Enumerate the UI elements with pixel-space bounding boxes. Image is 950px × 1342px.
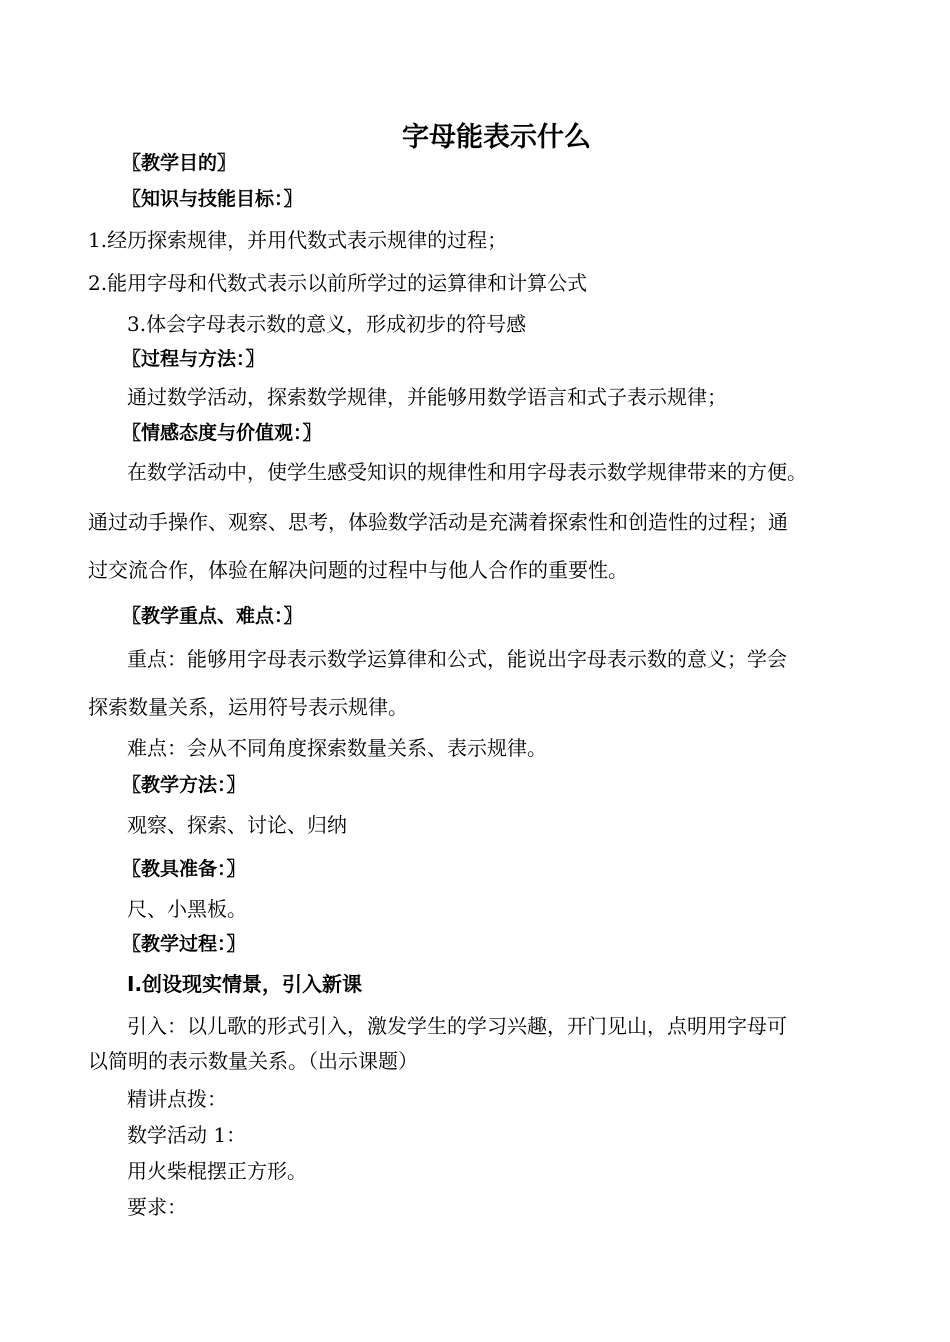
knowledge-item: 2.能用字母和代数式表示以前所学过的运算律和计算公式 [88,271,588,295]
tools-heading: 〖教具准备：〗 [122,858,246,880]
knowledge-item: 3.体会字母表示数的意义，形成初步的符号感 [127,312,527,336]
tips-label: 精讲点拨： [127,1087,227,1111]
process-heading: 〖过程与方法：〗 [122,348,265,370]
teaching-process-heading: 〖教学过程：〗 [122,933,246,955]
knowledge-heading: 〖知识与技能目标：〗 [122,188,303,210]
emotion-heading: 〖情感态度与价值观：〗 [122,422,322,444]
emotion-line: 在数学活动中，使学生感受知识的规律性和用字母表示数学规律带来的方便。 [127,460,807,484]
activity-text: 用火柴棍摆正方形。 [127,1159,307,1183]
requirement-label: 要求： [127,1195,187,1219]
document-title: 字母能表示什么 [402,122,591,153]
activity-label: 数学活动 1： [127,1123,247,1147]
method-heading: 〖教学方法：〗 [122,774,246,796]
method-text: 观察、探索、讨论、归纳 [127,813,347,837]
emotion-line: 通过动手操作、观察、思考，体验数学活动是充满着探索性和创造性的过程；通 [88,510,788,534]
knowledge-item: 1.经历探索规律，并用代数式表示规律的过程； [88,228,508,252]
intro-line: 以简明的表示数量关系。（出示课题） [88,1049,418,1073]
process-text: 通过数学活动，探索数学规律，并能够用数学语言和式子表示规律； [127,385,727,409]
tools-text: 尺、小黑板。 [127,897,247,921]
teaching-goal-heading: 〖教学目的〗 [122,152,237,174]
emotion-line: 过交流合作，体验在解决问题的过程中与他人合作的重要性。 [88,558,628,582]
key-line: 探索数量关系，运用符号表示规律。 [88,695,408,719]
key-line: 重点：能够用字母表示数学运算律和公式，能说出字母表示数的意义；学会 [127,647,787,671]
intro-line: 引入：以儿歌的形式引入，激发学生的学习兴趣，开门见山，点明用字母可 [127,1014,787,1038]
difficulty-text: 难点：会从不同角度探索数量关系、表示规律。 [127,736,547,760]
section-heading: Ⅰ.创设现实情景，引入新课 [127,972,363,996]
key-heading: 〖教学重点、难点：〗 [122,605,303,627]
